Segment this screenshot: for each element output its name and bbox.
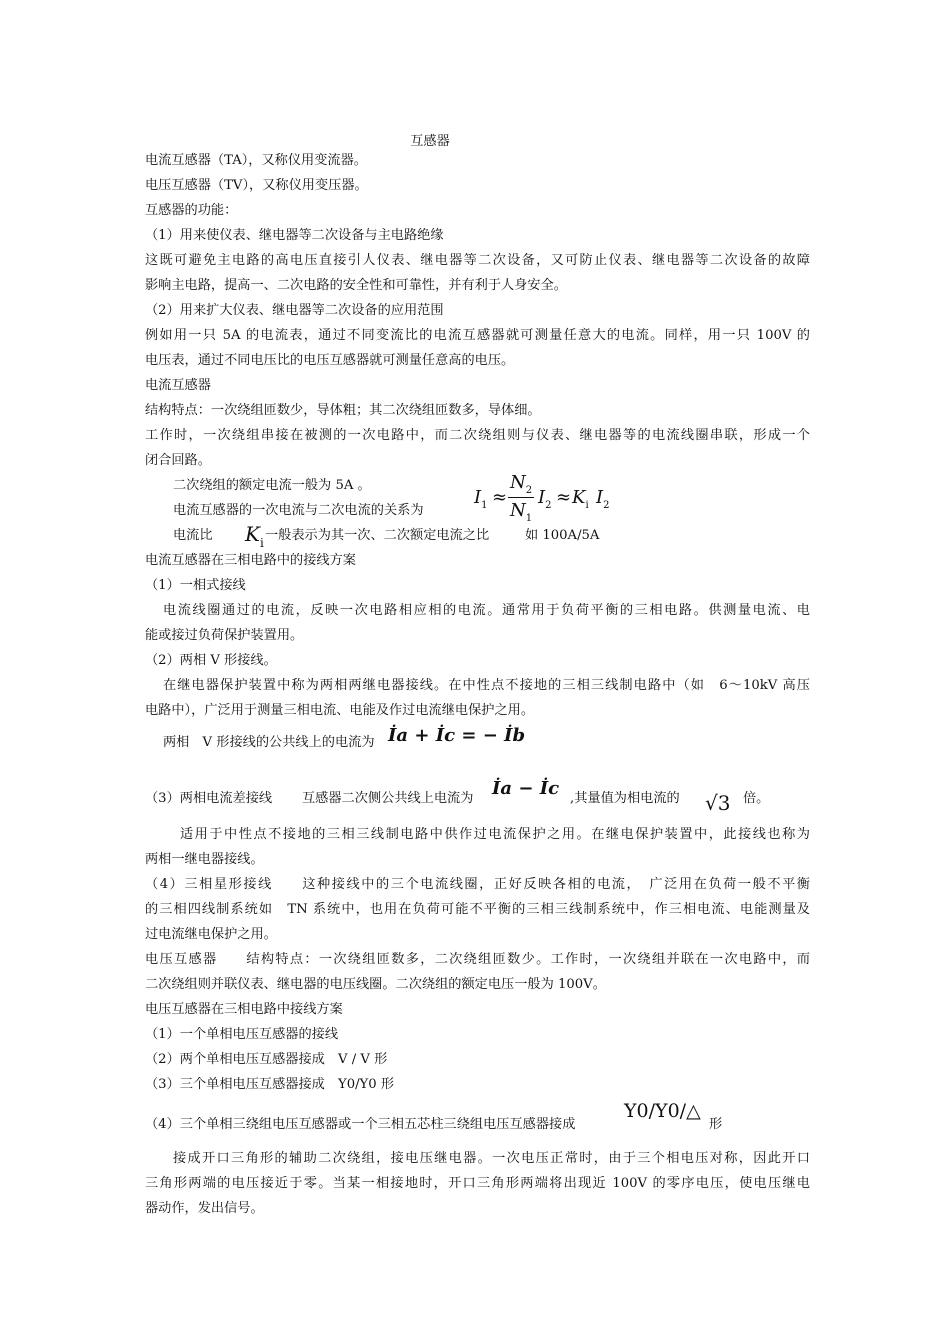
pt4-expression: Y0/Y0/△ [624,1100,701,1122]
text-line: 接成开口三角形的辅助二次绕组，接电压继电器。一次电压正常时，由于三个相电压对称，因此开口 [173,1151,810,1166]
v-expression: İa + İc = − İb [388,725,526,746]
diff-expression: İa − İc [492,778,560,799]
formula-k: K [572,487,586,508]
formula-sub: i [259,536,264,550]
formula-i: I [538,487,546,508]
page-title: 互感器 [410,134,450,149]
ratio-example: 如 100A/5A [525,528,600,543]
text-line: （1）一个单相电压互感器的接线 [145,1027,339,1042]
text-line: （4）三相星形接线 这种接线中的三个电流线圈，正好反映各相的电流， 广泛用在负荷一般不平衡 [145,877,810,892]
text-line: 器动作，发出信号。 [145,1201,264,1216]
ct-relation-text: 电流互感器的一次电流与二次电流的关系为 [173,503,424,518]
sqrt3-symbol: √3 [705,791,731,815]
text-line: 二次绕组则并联仪表、继电器的电压线圈。二次绕组的额定电压一般为 100V。 [145,977,606,992]
pt4-text: （4）三个单相三绕组电压互感器或一个三相五芯柱三绕组电压互感器接成 [145,1117,576,1132]
ratio-symbol [245,522,264,550]
text-line: 电流线圈通过的电流，反映一次电路相应相的电流。通常用于负荷平衡的三相电路。供测量电流、电 [163,603,810,618]
formula-sub: 2 [603,500,610,511]
v-common-text: 两相 V 形接线的公共线上的电流为 [163,735,375,750]
text-line: 例如用一只 5A 的电流表，通过不同变流比的电流互感器就可测量任意大的电流。同样，用一只 100V 的 [145,328,810,343]
section-heading: 电压互感器在三相电路中接线方案 [145,1002,343,1017]
ct-rated-text: 二次绕组的额定电流一般为 5A 。 [173,478,371,493]
formula-k: K [245,522,260,546]
text-line: 电压互感器（TV），又称仪用变压器。 [145,178,368,193]
section-heading: 电流互感器 [145,378,211,393]
diff-title: （3）两相电流差接线 [145,791,273,806]
text-line: 的三相四线制系统如 TN 系统中，也用在负荷可能不平衡的三相三线制系统中，作三相电流、电能测量及 [145,902,810,917]
text-line: （2）用来扩大仪表、继电器等二次设备的应用范围 [145,303,444,318]
text-line: （2）两个单相电压互感器接成 V / V 形 [145,1052,388,1067]
text-line: 电压互感器 结构特点：一次绕组匝数多，二次绕组匝数少。工作时，一次绕组并联在一次电路中，而 [145,952,810,967]
text-line: 影响主电路，提高一、二次电路的安全性和可靠性，并有利于人身安全。 [145,278,567,293]
text-line: 工作时，一次绕组串接在被测的一次电路中，而二次绕组则与仪表、继电器等的电流线圈串联，形成一个 [145,428,810,443]
text-line: （2）两相 V 形接线。 [145,653,277,668]
fraction-bar [508,497,534,498]
text-line: 过电流继电保护之用。 [145,927,277,942]
text-line: 在继电器保护装置中称为两相两继电器接线。在中性点不接地的三相三线制电路中（如 6～10kV 高压 [163,678,810,693]
formula-sub: 1 [525,513,533,524]
text-line: 结构特点：一次绕组匝数少，导体粗；其二次绕组匝数多，导体细。 [145,403,541,418]
formula-sub: 2 [545,500,552,511]
section-heading: 电流互感器在三相电路中的接线方案 [145,553,356,568]
text-line: （3）三个单相电压互感器接成 Y0/Y0 形 [145,1077,395,1092]
text-line: 互感器的功能： [145,203,238,218]
formula-sub: 2 [525,485,533,496]
pt4-tail: 形 [709,1117,723,1132]
text-line: 电流互感器（TA），又称仪用变流器。 [145,153,367,168]
formula-sub: 1 [481,500,488,511]
formula-n: N [510,472,526,493]
formula-i: I [474,487,482,508]
text-line: 能或接过负荷保护装置用。 [145,628,304,643]
text-line: 电路中），广泛用于测量三相电流、电能及作过电流继电保护之用。 [145,703,535,718]
formula-sub: i [585,500,589,511]
formula-approx: ≈ [492,487,508,508]
text-line: 电压表，通过不同电压比的电压互感器就可测量任意高的电压。 [145,353,515,368]
text-line: 这既可避免主电路的高电压直接引人仪表、继电器等二次设备，又可防止仪表、继电器等二次设备的故障 [145,253,810,268]
diff-desc: 互感器二次侧公共线上电流为 [302,791,474,806]
text-line: （1）一相式接线 [145,578,246,593]
formula-n: N [510,500,526,521]
formula-approx: ≈ [556,487,572,508]
text-line: （1）用来使仪表、继电器等二次设备与主电路绝缘 [145,228,444,243]
text-line: 两相一继电器接线。 [145,852,264,867]
diff-tail: ,其量值为相电流的 [570,791,680,806]
formula-i: I [596,487,604,508]
text-line: 三角形两端的电压接近于零。当某一相接地时，开口三角形两端将出现近 100V 的零序电压，使电压继电 [145,1176,810,1191]
ratio-label: 电流比 [173,528,213,543]
text-line: 闭合回路。 [145,453,211,468]
ct-formula [472,470,622,526]
ratio-desc: 一般表示为其一次、二次额定电流之比 [265,528,490,543]
text-line: 适用于中性点不接地的三相三线制电路中供作过电流保护之用。在继电保护装置中，此接线也称为 [180,827,810,842]
diff-bei: 倍。 [743,791,770,806]
